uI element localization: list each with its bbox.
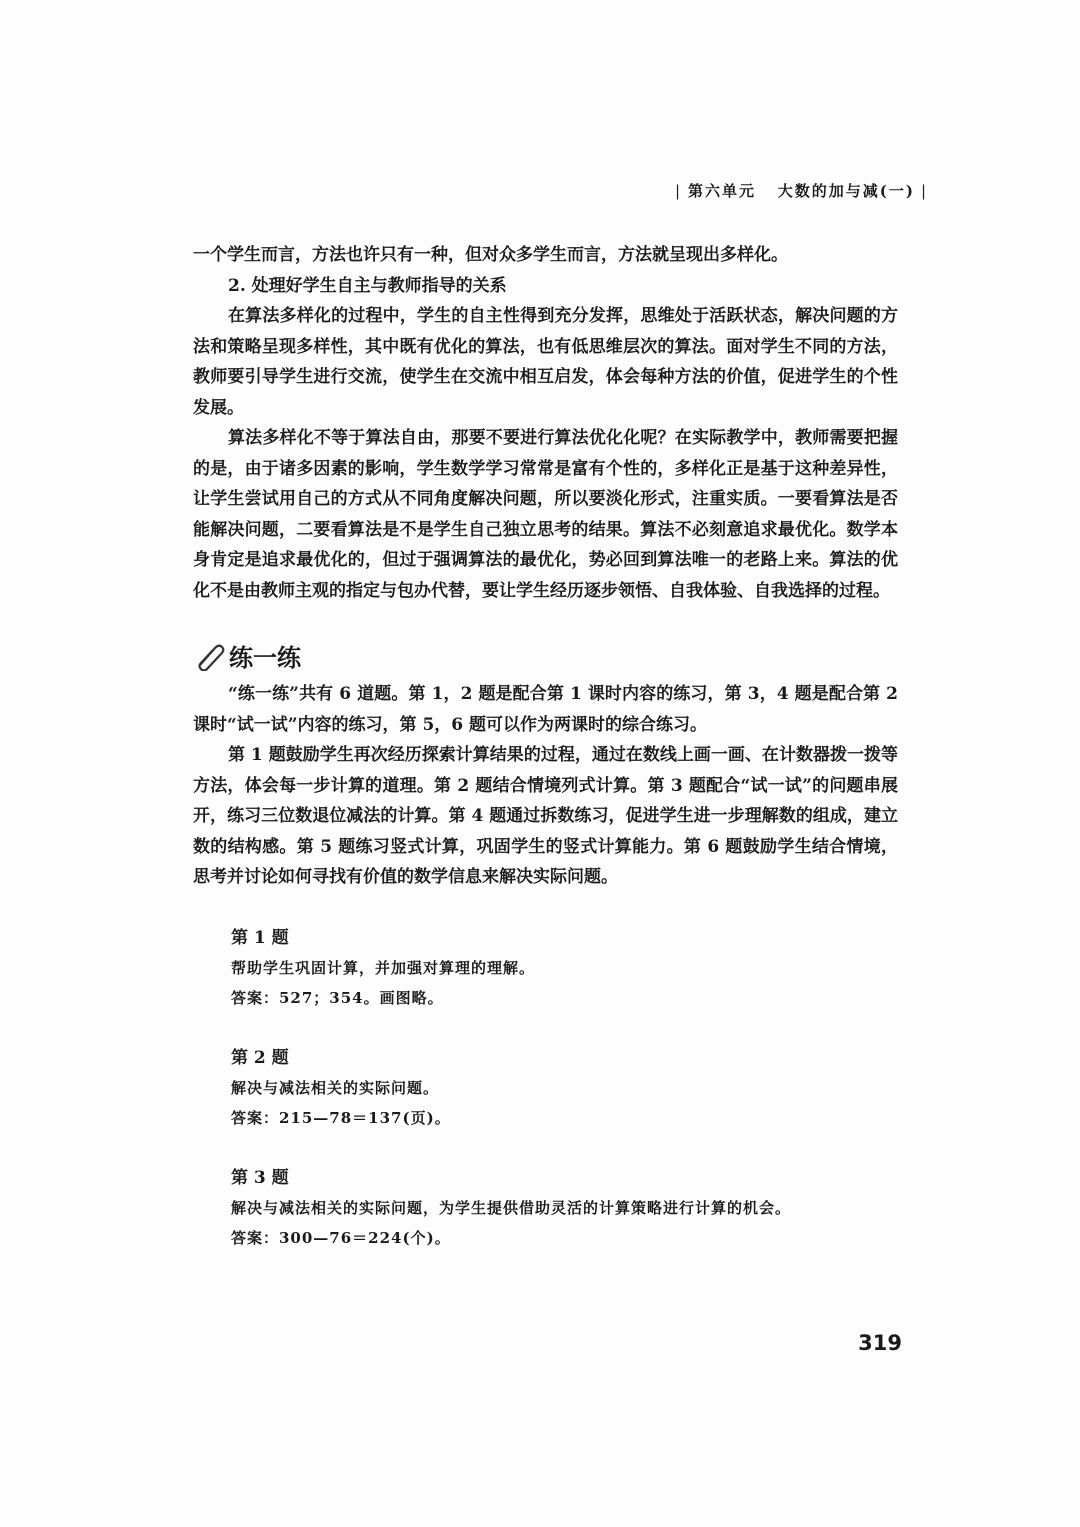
section-heading bbox=[193, 638, 898, 673]
problem-answer: 答案：527；354。画图略。 bbox=[231, 988, 444, 1007]
problem-item bbox=[231, 923, 898, 1013]
main-content bbox=[193, 240, 898, 1283]
problem-item bbox=[231, 1163, 898, 1253]
paragraph: 算法多样化不等于算法自由，那要不要进行算法优化化呢？在实际教学中，教师需要把握的是，由于诸多因素的影响，学生数学学习常常是富有个性的，多样化正是基于这种差异性，让学生尝试用自己的方式从不同角度解决问题，所以要淡化形式，注重实质。一要看算法是否能解决问题，二要看算法是不是学生自己独立思考的结果。算法不必刻意追求最优化。数学本身肯定是追求最优化的，但过于强调算法的最优化，势必回到算法唯一的老路上来。算法的优化不是由教师主观的指定与包办代替，要让学生经历逐步领悟、自我体验、自我选择的过程。 bbox=[193, 428, 898, 601]
section-paragraph: “练一练”共有 6 道题。第 1，2 题是配合第 1 课时内容的练习，第 3，4 题是配合第 2 课时“试一试”内容的练习，第 5，6 题可以作为两课时的综合练习。 bbox=[193, 684, 898, 735]
section-paragraph: 第 1 题鼓励学生再次经历探索计算结果的过程，通过在数线上画一画、在计数器拨一拨等方法，体会每一步计算的道理。第 2 题结合情境列式计算。第 3 题配合“试一试”的问题串展开，练习三位数退位减法的计算。第 4 题通过拆数练习，促进学生进一步理解数的组成，建立数的结构感。第 5 题练习竖式计算，巩固学生的竖式计算能力。第 6 题鼓励学生结合情境，思考并讨论如何寻找有价值的数学信息来解决实际问题。 bbox=[193, 745, 898, 887]
page-number: 319 bbox=[858, 1331, 902, 1355]
header-title: 大数的加与减(一) bbox=[777, 182, 915, 200]
paperclip-icon bbox=[193, 641, 227, 671]
problem-description: 解决与减法相关的实际问题，为学生提供借助灵活的计算策略进行计算的机会。 bbox=[231, 1198, 792, 1217]
problem-description: 帮助学生巩固计算，并加强对算理的理解。 bbox=[231, 958, 536, 977]
problem-list bbox=[231, 923, 898, 1253]
problem-title: 第 1 题 bbox=[231, 927, 289, 948]
problem-description: 解决与减法相关的实际问题。 bbox=[231, 1078, 440, 1097]
paragraph-continuation: 一个学生而言，方法也许只有一种，但对众多学生而言，方法就呈现出多样化。 bbox=[193, 245, 788, 265]
running-header bbox=[669, 180, 934, 201]
problem-title: 第 3 题 bbox=[231, 1167, 289, 1188]
problem-answer: 答案：300—76＝224(个)。 bbox=[231, 1228, 451, 1247]
header-bar-left: | bbox=[674, 182, 683, 200]
header-chapter: 第六单元 bbox=[688, 182, 757, 200]
problem-answer: 答案：215—78＝137(页)。 bbox=[231, 1108, 451, 1127]
header-bar-right: | bbox=[920, 182, 928, 200]
paragraph: 在算法多样化的过程中，学生的自主性得到充分发挥，思维处于活跃状态，解决问题的方法和策略呈现多样性，其中既有优化的算法，也有低思维层次的算法。面对学生不同的方法，教师要引导学生进行交流，使学生在交流中相互启发，体会每种方法的价值，促进学生的个性发展。 bbox=[193, 306, 898, 418]
problem-title: 第 2 题 bbox=[231, 1047, 289, 1068]
section-title: 练一练 bbox=[229, 644, 301, 672]
subheading-2: 2. 处理好学生自主与教师指导的关系 bbox=[228, 275, 507, 296]
problem-item bbox=[231, 1043, 898, 1133]
